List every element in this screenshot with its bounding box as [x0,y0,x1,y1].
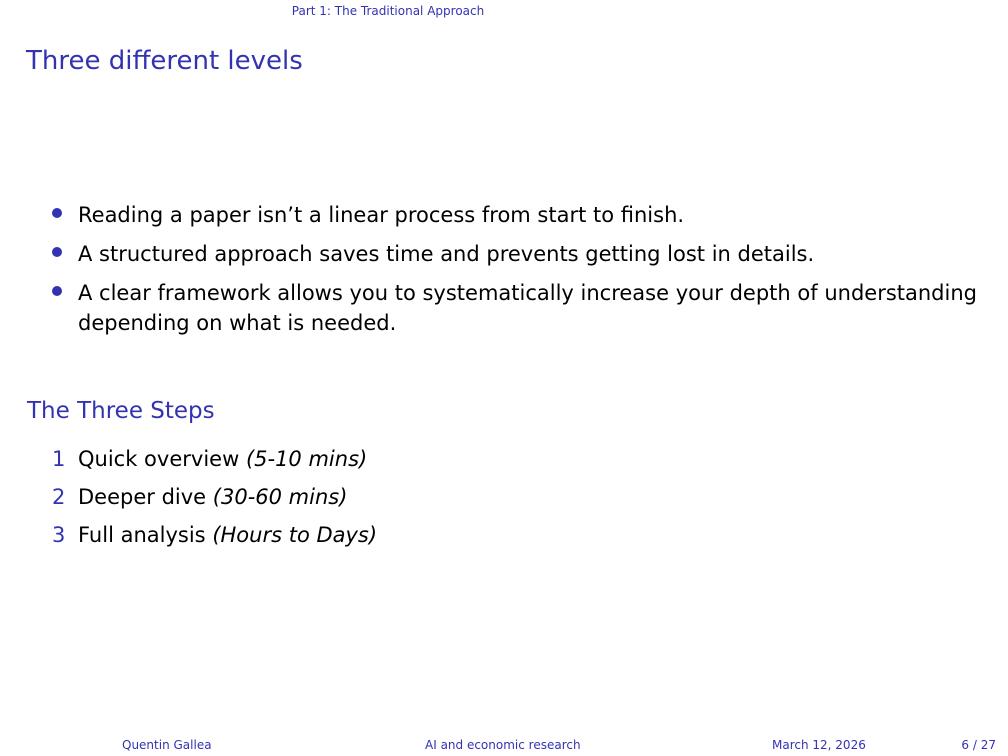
bullet-dot-icon [52,208,62,218]
bullet-item [52,239,992,269]
page-number: 6 / 27 [961,738,996,752]
step-label: Full analysis [78,523,206,547]
step-item [52,482,377,512]
slide-title: Three different levels [26,46,303,76]
bullet-dot-icon [52,286,62,296]
steps-title: The Three Steps [27,398,215,424]
footer [0,732,1008,756]
step-label: Quick overview [78,447,240,471]
bullet-dot-icon [52,247,62,257]
section-header: Part 1: The Traditional Approach [291,4,485,18]
footer-title: AI and economic research [425,738,581,752]
bullet-text: A clear framework allows you to systematically increase your depth of understanding depending on what is needed. [78,281,977,335]
step-item [52,444,377,474]
step-time: (5-10 mins) [245,447,368,471]
step-label: Deeper dive [78,485,207,509]
bullet-item [52,200,992,230]
step-time: (Hours to Days) [212,523,378,547]
bullet-list [52,200,992,347]
steps-list [52,444,377,558]
step-number: 3 [52,523,66,547]
footer-author: Quentin Gallea [122,738,212,752]
step-number: 1 [52,447,66,471]
bullet-item [52,278,992,338]
bullet-text: Reading a paper isn’t a linear process from start to finish. [78,203,685,227]
step-time: (30-60 mins) [212,485,348,509]
step-item [52,520,377,550]
footer-date: March 12, 2026 [772,738,866,752]
step-number: 2 [52,485,66,509]
bullet-text: A structured approach saves time and prevents getting lost in details. [78,242,815,266]
